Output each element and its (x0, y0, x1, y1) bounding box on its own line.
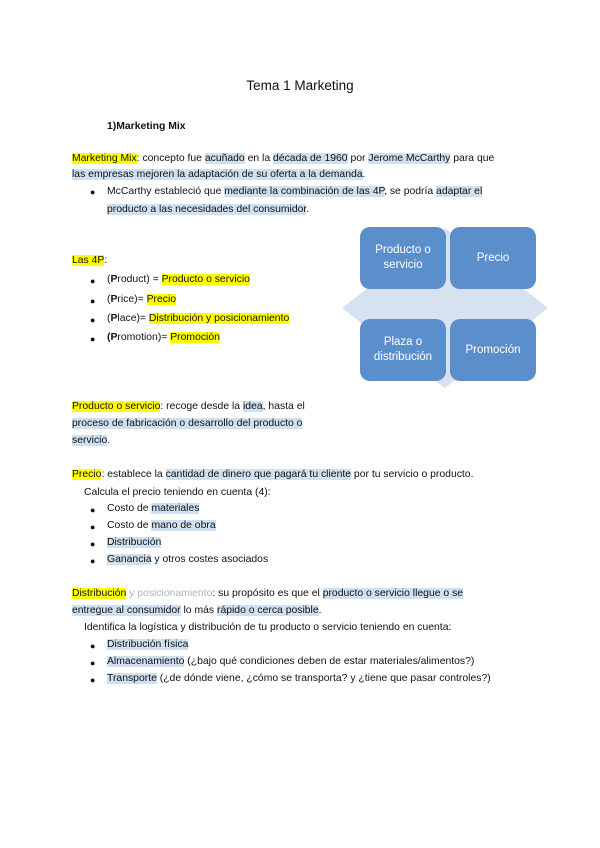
las4p-label (72, 254, 107, 268)
item-text: (¿de dónde viene, ¿cómo se transporta? y ¿tiene que pasar controles?) (156, 673, 491, 684)
precio-item (107, 502, 199, 516)
p-text: lace)= (117, 313, 149, 324)
p-letter: P (110, 332, 118, 343)
item-highlight: Ganancia (107, 554, 152, 565)
producto-text: , hasta el (262, 401, 305, 412)
mccarthy-line-2 (107, 203, 309, 217)
p-item-place (107, 312, 289, 326)
distribucion-item (107, 638, 188, 652)
highlight-idea: idea (242, 401, 263, 412)
distribucion-item (107, 672, 491, 686)
precio-line-1 (72, 468, 473, 482)
intro-line-1 (72, 152, 494, 166)
term-marketing-mix: Marketing Mix (72, 153, 137, 164)
p-text: ( (107, 294, 111, 305)
producto-line-1 (72, 400, 305, 414)
grey-text: y posicionamiento (126, 588, 213, 599)
highlight-adaptar: adaptar el (436, 186, 483, 197)
term-distribucion: Distribución (72, 588, 127, 599)
p-value: Precio (146, 294, 177, 305)
item-highlight: mano de obra (151, 520, 216, 531)
tile-precio: Precio (450, 227, 536, 289)
precio-calcula: Calcula el precio teniendo en cuenta (4): (84, 487, 271, 498)
highlight-acunado: acuñado (204, 153, 245, 164)
bullet-icon: ● (90, 522, 96, 532)
tile-plaza: Plaza o distribución (360, 319, 446, 381)
intro-text: . (362, 169, 366, 180)
four-p-diagram (338, 224, 552, 392)
p-item-promotion (107, 331, 220, 345)
mccarthy-text: . (306, 204, 310, 215)
bullet-icon: ● (90, 675, 96, 685)
p-letter: P (110, 313, 118, 324)
section-heading: 1)Marketing Mix (107, 121, 186, 132)
distribucion-item (107, 655, 474, 669)
item-highlight: Distribución (107, 537, 162, 548)
bullet-icon: ● (90, 505, 96, 515)
p-text: ( (107, 313, 111, 324)
bullet-icon: ● (90, 556, 96, 566)
distribucion-text: lo más (180, 605, 217, 616)
term-producto: Producto o servicio (72, 401, 161, 412)
bullet-icon: ● (90, 334, 96, 344)
item-highlight: Almacenamiento (107, 656, 185, 667)
item-highlight: Distribución física (107, 639, 189, 650)
p-item-price (107, 293, 176, 307)
item-text: y otros costes asociados (151, 554, 269, 565)
p-value: Distribución y posicionamiento (148, 313, 290, 324)
item-text: Costo de (107, 520, 152, 531)
item-highlight: Transporte (107, 673, 157, 684)
producto-line-2 (72, 417, 302, 431)
p-text: ( (107, 274, 111, 285)
intro-text: : concepto fue (136, 153, 205, 164)
mccarthy-text: McCarthy estableció que (107, 186, 225, 197)
producto-line-3 (72, 434, 110, 448)
bullet-icon: ● (90, 658, 96, 668)
distribucion-line-1 (72, 587, 463, 601)
distribucion-text: . (318, 605, 322, 616)
highlight-llegue: producto o servicio llegue o se (322, 588, 464, 599)
intro-text: para que (450, 153, 495, 164)
highlight-cantidad: cantidad de dinero que pagará tu cliente (165, 469, 352, 480)
item-text: (¿bajo qué condiciones deben de estar materiales/alimentos?) (184, 656, 475, 667)
intro-text: por (347, 153, 369, 164)
highlight-necesidades: producto a las necesidades del consumidor (107, 204, 307, 215)
mccarthy-line-1 (107, 185, 482, 199)
p-text: romotion)= (117, 332, 171, 343)
item-text: Costo de (107, 503, 152, 514)
bullet-icon: ● (90, 296, 96, 306)
precio-item (107, 553, 268, 567)
p-letter: P (110, 294, 118, 305)
colon: : (104, 255, 108, 266)
highlight-consumidor: entregue al consumidor (72, 605, 181, 616)
highlight-decada: década de 1960 (273, 153, 348, 164)
p-text: roduct) = (117, 274, 162, 285)
highlight-jerome: Jerome McCarthy (368, 153, 451, 164)
bullet-icon: ● (90, 315, 96, 325)
tile-promocion: Promoción (450, 319, 536, 381)
precio-item (107, 519, 216, 533)
term-precio: Precio (72, 469, 102, 480)
precio-item (107, 536, 161, 550)
highlight-combinacion: mediante la combinación de las 4P (224, 186, 385, 197)
precio-text: por tu servicio o producto. (351, 469, 474, 480)
p-value: Producto o servicio (161, 274, 250, 285)
p-text: ( (107, 332, 111, 343)
distribucion-text: : su propósito es que el (212, 588, 323, 599)
bullet-icon: ● (90, 539, 96, 549)
distribucion-identifica: Identifica la logística y distribución de tu producto o servicio teniendo en cuenta: (84, 622, 452, 633)
p-value: Promoción (170, 332, 220, 343)
producto-text: . (107, 435, 111, 446)
highlight-rapido: rápido o cerca posible (216, 605, 319, 616)
bullet-icon: ● (90, 187, 96, 197)
page-title: Tema 1 Marketing (246, 78, 354, 93)
item-highlight: materiales (151, 503, 200, 514)
distribucion-line-2 (72, 604, 322, 618)
precio-text: : establece la (101, 469, 166, 480)
p-item-product (107, 273, 250, 287)
highlight-empresas: las empresas mejoren la adaptación de su oferta a la demanda (72, 169, 363, 180)
intro-line-2 (72, 168, 365, 182)
highlight-proceso: proceso de fabricación o desarrollo del producto o (72, 418, 303, 429)
term-las-4p: Las 4P (72, 255, 105, 266)
p-text: rice)= (117, 294, 147, 305)
p-letter: P (110, 274, 118, 285)
intro-text: en la (244, 153, 274, 164)
mccarthy-text: , se podría (384, 186, 437, 197)
bullet-icon: ● (90, 641, 96, 651)
tile-producto: Producto o servicio (360, 227, 446, 289)
highlight-servicio: servicio (72, 435, 108, 446)
bullet-icon: ● (90, 276, 96, 286)
producto-text: : recoge desde la (160, 401, 243, 412)
